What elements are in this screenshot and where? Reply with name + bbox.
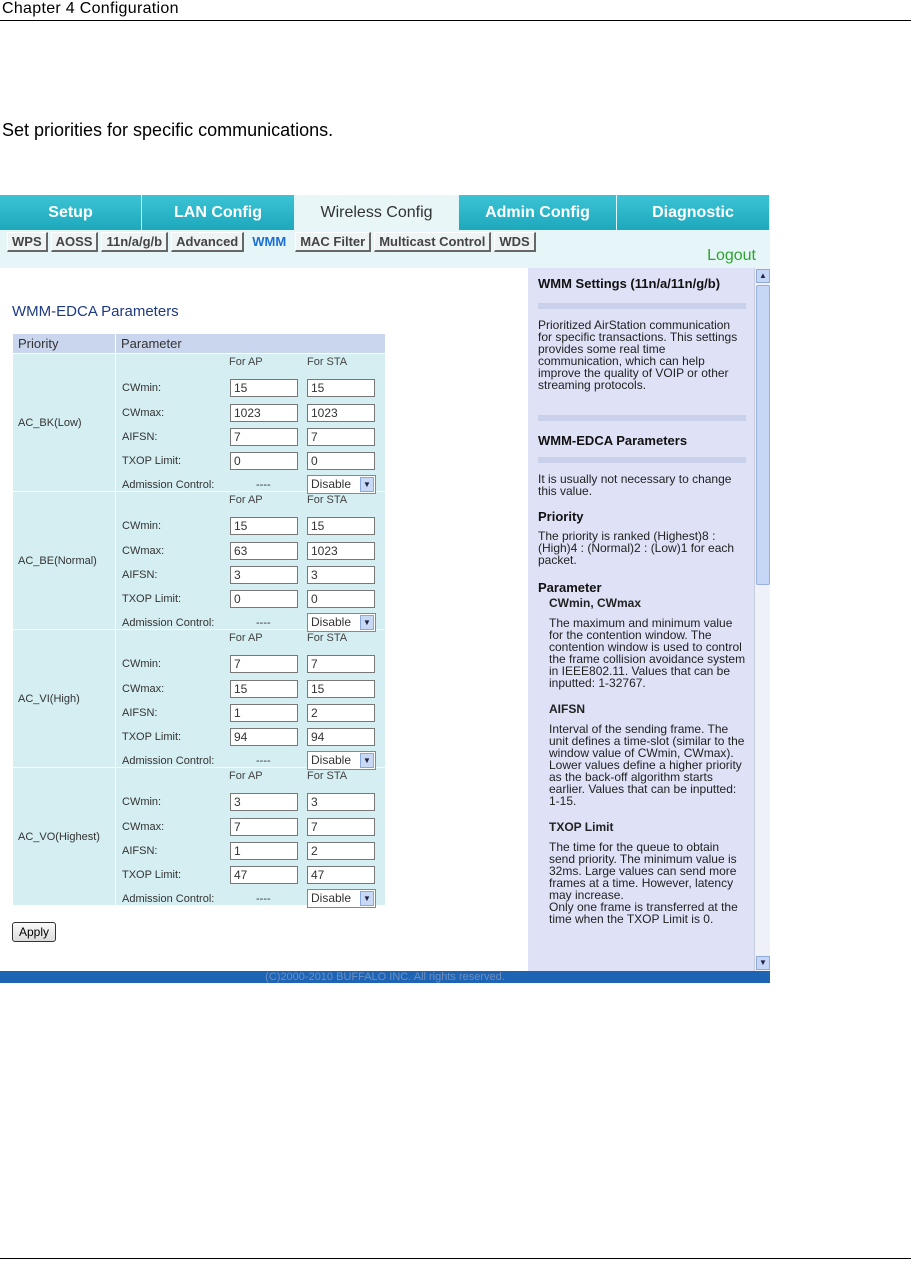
cwmax-label: CWmax: bbox=[122, 545, 165, 557]
aifsn-sta-input[interactable]: 2 bbox=[307, 842, 375, 860]
for-sta-heading: For STA bbox=[307, 356, 348, 368]
for-sta-heading: For STA bbox=[307, 770, 348, 782]
cwmin-ap-input[interactable]: 15 bbox=[230, 379, 298, 397]
wmm-edca-table bbox=[12, 333, 386, 906]
chapter-header: Chapter 4 Configuration bbox=[2, 0, 179, 17]
tab-diagnostic[interactable]: Diagnostic bbox=[617, 195, 770, 230]
aifsn-sta-input[interactable]: 2 bbox=[307, 704, 375, 722]
footer-bar bbox=[0, 971, 770, 983]
subtab-advanced[interactable]: Advanced bbox=[171, 232, 244, 252]
help-parameter-title: Parameter bbox=[538, 580, 602, 595]
cwmin-sta-input[interactable]: 15 bbox=[307, 517, 375, 535]
for-ap-heading: For AP bbox=[229, 356, 263, 368]
cwmin-label: CWmin: bbox=[122, 658, 162, 670]
cwmin-sta-input[interactable]: 15 bbox=[307, 379, 375, 397]
tab-lan-config[interactable]: LAN Config bbox=[142, 195, 295, 230]
cwmax-sta-input[interactable]: 7 bbox=[307, 818, 375, 836]
cwmax-sta-input[interactable]: 15 bbox=[307, 680, 375, 698]
cwmin-label: CWmin: bbox=[122, 520, 162, 532]
subtab-wds[interactable]: WDS bbox=[494, 232, 535, 252]
cwmin-sta-input[interactable]: 3 bbox=[307, 793, 375, 811]
chevron-down-icon: ▼ bbox=[360, 615, 374, 630]
main-nav bbox=[0, 195, 770, 230]
priority-label: AC_VI(High) bbox=[13, 630, 116, 768]
help-priority-text: The priority is ranked (Highest)8 : (High)4 : (Normal)2 : (Low)1 for each packet. bbox=[538, 529, 735, 567]
admission-label: Admission Control: bbox=[122, 617, 215, 629]
router-screenshot bbox=[0, 195, 770, 983]
help-panel bbox=[528, 268, 754, 971]
col-parameter: Parameter bbox=[116, 334, 386, 354]
cwmin-ap-input[interactable]: 7 bbox=[230, 655, 298, 673]
admission-value: Disable bbox=[311, 891, 352, 905]
admission-value: Disable bbox=[311, 615, 352, 629]
help-txop-text-2: Only one frame is transferred at the time when the TXOP Limit is 0. bbox=[549, 900, 738, 926]
admission-value: Disable bbox=[311, 753, 352, 767]
cwmin-label: CWmin: bbox=[122, 796, 162, 808]
footer-rule bbox=[0, 1258, 911, 1259]
sub-nav bbox=[0, 230, 770, 268]
settings-panel bbox=[0, 268, 528, 971]
logout-link[interactable]: Logout bbox=[707, 247, 756, 264]
for-ap-heading: For AP bbox=[229, 632, 263, 644]
scroll-down-icon[interactable]: ▼ bbox=[756, 956, 770, 970]
aifsn-sta-input[interactable]: 7 bbox=[307, 428, 375, 446]
col-priority: Priority bbox=[13, 334, 116, 354]
txop-ap-input[interactable]: 47 bbox=[230, 866, 298, 884]
aifsn-ap-input[interactable]: 3 bbox=[230, 566, 298, 584]
txop-sta-input[interactable]: 0 bbox=[307, 590, 375, 608]
table-row bbox=[13, 768, 386, 906]
txop-label: TXOP Limit: bbox=[122, 455, 182, 467]
scroll-up-icon[interactable]: ▲ bbox=[756, 269, 770, 283]
subtab-multicast-control[interactable]: Multicast Control bbox=[374, 232, 491, 252]
document-intro: Set priorities for specific communications. bbox=[2, 120, 334, 140]
admission-control-select[interactable] bbox=[307, 889, 376, 908]
subtab-wps[interactable]: WPS bbox=[7, 232, 48, 252]
cwmax-sta-input[interactable]: 1023 bbox=[307, 404, 375, 422]
admission-label: Admission Control: bbox=[122, 755, 215, 767]
subtab-aoss[interactable]: AOSS bbox=[51, 232, 99, 252]
cwmin-sta-input[interactable]: 7 bbox=[307, 655, 375, 673]
copyright: (C)2000-2010 BUFFALO INC. All rights reserved. bbox=[265, 971, 505, 983]
priority-label: AC_VO(Highest) bbox=[13, 768, 116, 906]
help-cw-text: The maximum and minimum value for the contention window. The contention window is used to control the frame collision avoidance system in IEEE802.11. Values that can be inputted: 1-32767. bbox=[549, 616, 746, 690]
cwmax-sta-input[interactable]: 1023 bbox=[307, 542, 375, 560]
chevron-down-icon: ▼ bbox=[360, 477, 374, 492]
txop-sta-input[interactable]: 47 bbox=[307, 866, 375, 884]
subtab-wmm[interactable]: WMM bbox=[247, 232, 292, 252]
priority-label: AC_BE(Normal) bbox=[13, 492, 116, 630]
divider bbox=[538, 303, 746, 309]
txop-sta-input[interactable]: 0 bbox=[307, 452, 375, 470]
apply-button[interactable]: Apply bbox=[12, 922, 56, 942]
admission-label: Admission Control: bbox=[122, 893, 215, 905]
cwmax-ap-input[interactable]: 1023 bbox=[230, 404, 298, 422]
cwmax-label: CWmax: bbox=[122, 821, 165, 833]
help-intro: Prioritized AirStation communication for specific transactions. This settings provides some real time communication, which can help improve the quality of VOIP or other streaming protocols. bbox=[538, 318, 738, 392]
txop-sta-input[interactable]: 94 bbox=[307, 728, 375, 746]
help-title: WMM Settings (11n/a/11n/g/b) bbox=[538, 276, 721, 291]
txop-ap-input[interactable]: 0 bbox=[230, 452, 298, 470]
table-row bbox=[13, 492, 386, 630]
help-edca-title: WMM-EDCA Parameters bbox=[538, 433, 688, 448]
ap-admission-value: ---- bbox=[256, 479, 271, 491]
ap-admission-value: ---- bbox=[256, 755, 271, 767]
aifsn-label: AIFSN: bbox=[122, 845, 158, 857]
table-row bbox=[13, 630, 386, 768]
aifsn-sta-input[interactable]: 3 bbox=[307, 566, 375, 584]
subtab-mac-filter[interactable]: MAC Filter bbox=[295, 232, 371, 252]
chevron-down-icon: ▼ bbox=[360, 891, 374, 906]
admission-value: Disable bbox=[311, 477, 352, 491]
divider bbox=[538, 457, 746, 463]
admission-label: Admission Control: bbox=[122, 479, 215, 491]
scroll-thumb[interactable] bbox=[756, 285, 770, 585]
cwmax-label: CWmax: bbox=[122, 683, 165, 695]
divider bbox=[538, 415, 746, 421]
ap-admission-value: ---- bbox=[256, 893, 271, 905]
for-sta-heading: For STA bbox=[307, 494, 348, 506]
txop-ap-input[interactable]: 0 bbox=[230, 590, 298, 608]
aifsn-ap-input[interactable]: 1 bbox=[230, 842, 298, 860]
txop-label: TXOP Limit: bbox=[122, 731, 182, 743]
cwmin-ap-input[interactable]: 15 bbox=[230, 517, 298, 535]
txop-label: TXOP Limit: bbox=[122, 593, 182, 605]
help-aifsn-title: AIFSN bbox=[549, 702, 585, 716]
cwmax-label: CWmax: bbox=[122, 407, 165, 419]
cwmax-ap-input[interactable]: 7 bbox=[230, 818, 298, 836]
cwmin-label: CWmin: bbox=[122, 382, 162, 394]
tab-admin-config[interactable]: Admin Config bbox=[459, 195, 617, 230]
help-priority-title: Priority bbox=[538, 509, 584, 524]
help-cw-title: CWmin, CWmax bbox=[549, 596, 642, 610]
help-edca-text: It is usually not necessary to change this value. bbox=[538, 472, 732, 498]
help-txop-text: The time for the queue to obtain send priority. The minimum value is 32ms. Large values can send more frames at a time. However, latency may increase. bbox=[549, 840, 737, 902]
help-scrollbar[interactable] bbox=[754, 268, 770, 971]
for-sta-heading: For STA bbox=[307, 632, 348, 644]
for-ap-heading: For AP bbox=[229, 770, 263, 782]
tab-wireless-config[interactable]: Wireless Config bbox=[295, 195, 459, 230]
txop-label: TXOP Limit: bbox=[122, 869, 182, 881]
cwmin-ap-input[interactable]: 3 bbox=[230, 793, 298, 811]
aifsn-ap-input[interactable]: 1 bbox=[230, 704, 298, 722]
aifsn-label: AIFSN: bbox=[122, 431, 158, 443]
table-row bbox=[13, 354, 386, 492]
section-title: WMM-EDCA Parameters bbox=[12, 303, 179, 320]
tab-setup[interactable]: Setup bbox=[0, 195, 142, 230]
txop-ap-input[interactable]: 94 bbox=[230, 728, 298, 746]
header-rule bbox=[0, 20, 911, 21]
aifsn-ap-input[interactable]: 7 bbox=[230, 428, 298, 446]
ap-admission-value: ---- bbox=[256, 617, 271, 629]
chevron-down-icon: ▼ bbox=[360, 753, 374, 768]
help-txop-title: TXOP Limit bbox=[549, 820, 614, 834]
cwmax-ap-input[interactable]: 63 bbox=[230, 542, 298, 560]
aifsn-label: AIFSN: bbox=[122, 569, 158, 581]
priority-label: AC_BK(Low) bbox=[13, 354, 116, 492]
subtab-11n[interactable]: 11n/a/g/b bbox=[101, 232, 168, 252]
cwmax-ap-input[interactable]: 15 bbox=[230, 680, 298, 698]
for-ap-heading: For AP bbox=[229, 494, 263, 506]
help-aifsn-text: Interval of the sending frame. The unit defines a time-slot (similar to the window value of CWmin, CWmax). Lower values define a higher priority as the back-off algorithm starts earlier. Values that can be inputted: 1-15. bbox=[549, 722, 745, 808]
aifsn-label: AIFSN: bbox=[122, 707, 158, 719]
